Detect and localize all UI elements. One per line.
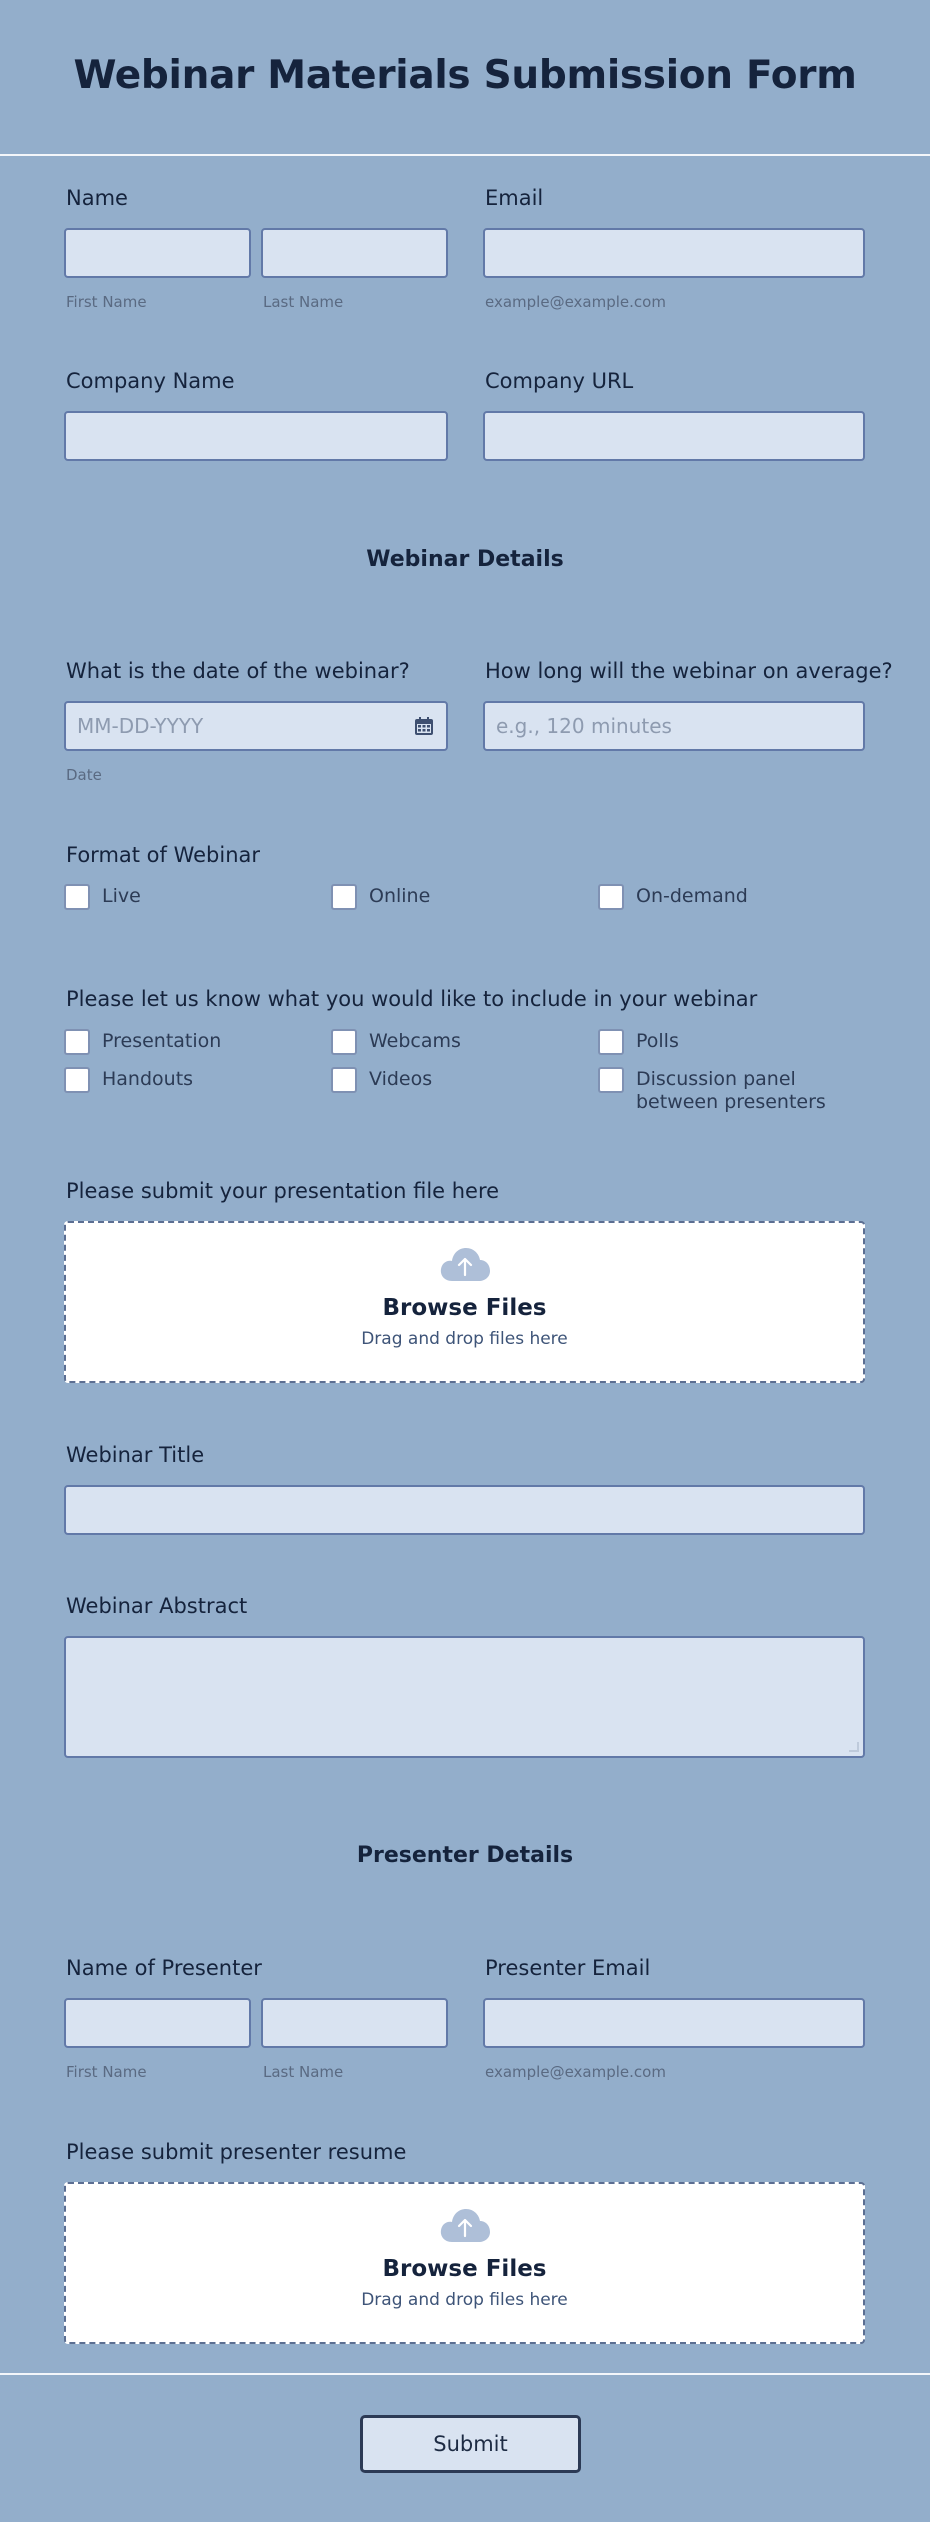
calendar-icon[interactable] bbox=[414, 716, 434, 736]
company-url-label: Company URL bbox=[485, 369, 634, 393]
include-label: Please let us know what you would like to include in your webinar bbox=[66, 987, 758, 1011]
format-label: Format of Webinar bbox=[66, 843, 261, 867]
submit-button[interactable]: Submit bbox=[360, 2415, 581, 2473]
format-option-live[interactable] bbox=[64, 884, 141, 910]
webinar-length-input[interactable] bbox=[483, 701, 865, 751]
format-option-online[interactable] bbox=[331, 884, 430, 910]
webinar-date-sublabel: Date bbox=[66, 766, 102, 784]
include-option-handouts[interactable] bbox=[64, 1067, 193, 1093]
company-name-input[interactable] bbox=[64, 411, 448, 461]
webinar-abstract-textarea[interactable] bbox=[64, 1636, 865, 1758]
cloud-upload-icon bbox=[439, 2208, 491, 2244]
include-option-videos[interactable] bbox=[331, 1067, 432, 1093]
format-live-label: Live bbox=[102, 885, 141, 907]
email-sublabel: example@example.com bbox=[485, 293, 666, 311]
presenter-details-heading: Presenter Details bbox=[356, 1843, 574, 1868]
form-footer bbox=[0, 2373, 930, 2522]
email-input[interactable] bbox=[483, 228, 865, 278]
form-header bbox=[0, 0, 930, 156]
resume-upload-dropzone[interactable] bbox=[64, 2182, 865, 2344]
format-online-label: Online bbox=[369, 885, 431, 907]
include-presentation-checkbox[interactable] bbox=[64, 1029, 90, 1055]
company-url-input[interactable] bbox=[483, 411, 865, 461]
include-polls-label: Polls bbox=[636, 1030, 679, 1052]
include-videos-label: Videos bbox=[369, 1068, 433, 1090]
last-name-input[interactable] bbox=[261, 228, 448, 278]
webinar-length-label: How long will the webinar on average? bbox=[485, 659, 893, 683]
format-on-demand-label: On-demand bbox=[636, 885, 748, 907]
company-name-label: Company Name bbox=[66, 369, 235, 393]
include-option-polls[interactable] bbox=[598, 1029, 679, 1055]
include-discussion-panel-line-2: between presenters bbox=[636, 1091, 826, 1113]
include-option-webcams[interactable] bbox=[331, 1029, 461, 1055]
webinar-length-placeholder: e.g., 120 minutes bbox=[496, 714, 672, 738]
last-name-sublabel: Last Name bbox=[263, 293, 344, 311]
first-name-sublabel: First Name bbox=[66, 293, 147, 311]
first-name-input[interactable] bbox=[64, 228, 251, 278]
webinar-abstract-label: Webinar Abstract bbox=[66, 1594, 248, 1618]
format-option-on-demand[interactable] bbox=[598, 884, 748, 910]
presenter-first-name-input[interactable] bbox=[64, 1998, 251, 2048]
resume-upload-label: Please submit presenter resume bbox=[66, 2140, 407, 2164]
include-discussion-panel-line-1: Discussion panel bbox=[636, 1068, 796, 1090]
include-polls-checkbox[interactable] bbox=[598, 1029, 624, 1055]
presentation-upload-dropzone[interactable] bbox=[64, 1221, 865, 1383]
presenter-name-label: Name of Presenter bbox=[66, 1956, 262, 1980]
resize-handle[interactable] bbox=[849, 1742, 859, 1752]
presenter-last-name-input[interactable] bbox=[261, 1998, 448, 2048]
include-discussion-panel-label bbox=[636, 1068, 826, 1114]
include-webcams-label: Webcams bbox=[369, 1030, 461, 1052]
include-discussion-panel-checkbox[interactable] bbox=[598, 1067, 624, 1093]
form-title: Webinar Materials Submission Form bbox=[73, 52, 857, 98]
presentation-upload-label: Please submit your presentation file here bbox=[66, 1179, 500, 1203]
email-label: Email bbox=[485, 186, 544, 210]
include-handouts-checkbox[interactable] bbox=[64, 1067, 90, 1093]
webinar-date-label: What is the date of the webinar? bbox=[66, 659, 410, 683]
presenter-email-label: Presenter Email bbox=[485, 1956, 651, 1980]
include-webcams-checkbox[interactable] bbox=[331, 1029, 357, 1055]
presenter-last-name-sublabel: Last Name bbox=[263, 2063, 344, 2081]
format-on-demand-checkbox[interactable] bbox=[598, 884, 624, 910]
include-handouts-label: Handouts bbox=[102, 1068, 194, 1090]
include-option-presentation[interactable] bbox=[64, 1029, 221, 1055]
webinar-details-heading: Webinar Details bbox=[366, 547, 564, 572]
presenter-email-sublabel: example@example.com bbox=[485, 2063, 666, 2081]
webinar-title-label: Webinar Title bbox=[66, 1443, 205, 1467]
presentation-drag-hint: Drag and drop files here bbox=[361, 1329, 568, 1349]
format-live-checkbox[interactable] bbox=[64, 884, 90, 910]
webinar-date-placeholder: MM-DD-YYYY bbox=[77, 714, 204, 738]
include-presentation-label: Presentation bbox=[102, 1030, 222, 1052]
include-videos-checkbox[interactable] bbox=[331, 1067, 357, 1093]
presentation-browse-files[interactable]: Browse Files bbox=[382, 1295, 547, 1321]
name-label: Name bbox=[66, 186, 128, 210]
include-option-discussion-panel[interactable] bbox=[598, 1067, 826, 1113]
webinar-date-input[interactable] bbox=[64, 701, 448, 751]
resume-browse-files[interactable]: Browse Files bbox=[382, 2256, 547, 2282]
cloud-upload-icon bbox=[439, 1247, 491, 1283]
presenter-email-input[interactable] bbox=[483, 1998, 865, 2048]
webinar-title-input[interactable] bbox=[64, 1485, 865, 1535]
presenter-first-name-sublabel: First Name bbox=[66, 2063, 147, 2081]
resume-drag-hint: Drag and drop files here bbox=[361, 2290, 568, 2310]
format-online-checkbox[interactable] bbox=[331, 884, 357, 910]
